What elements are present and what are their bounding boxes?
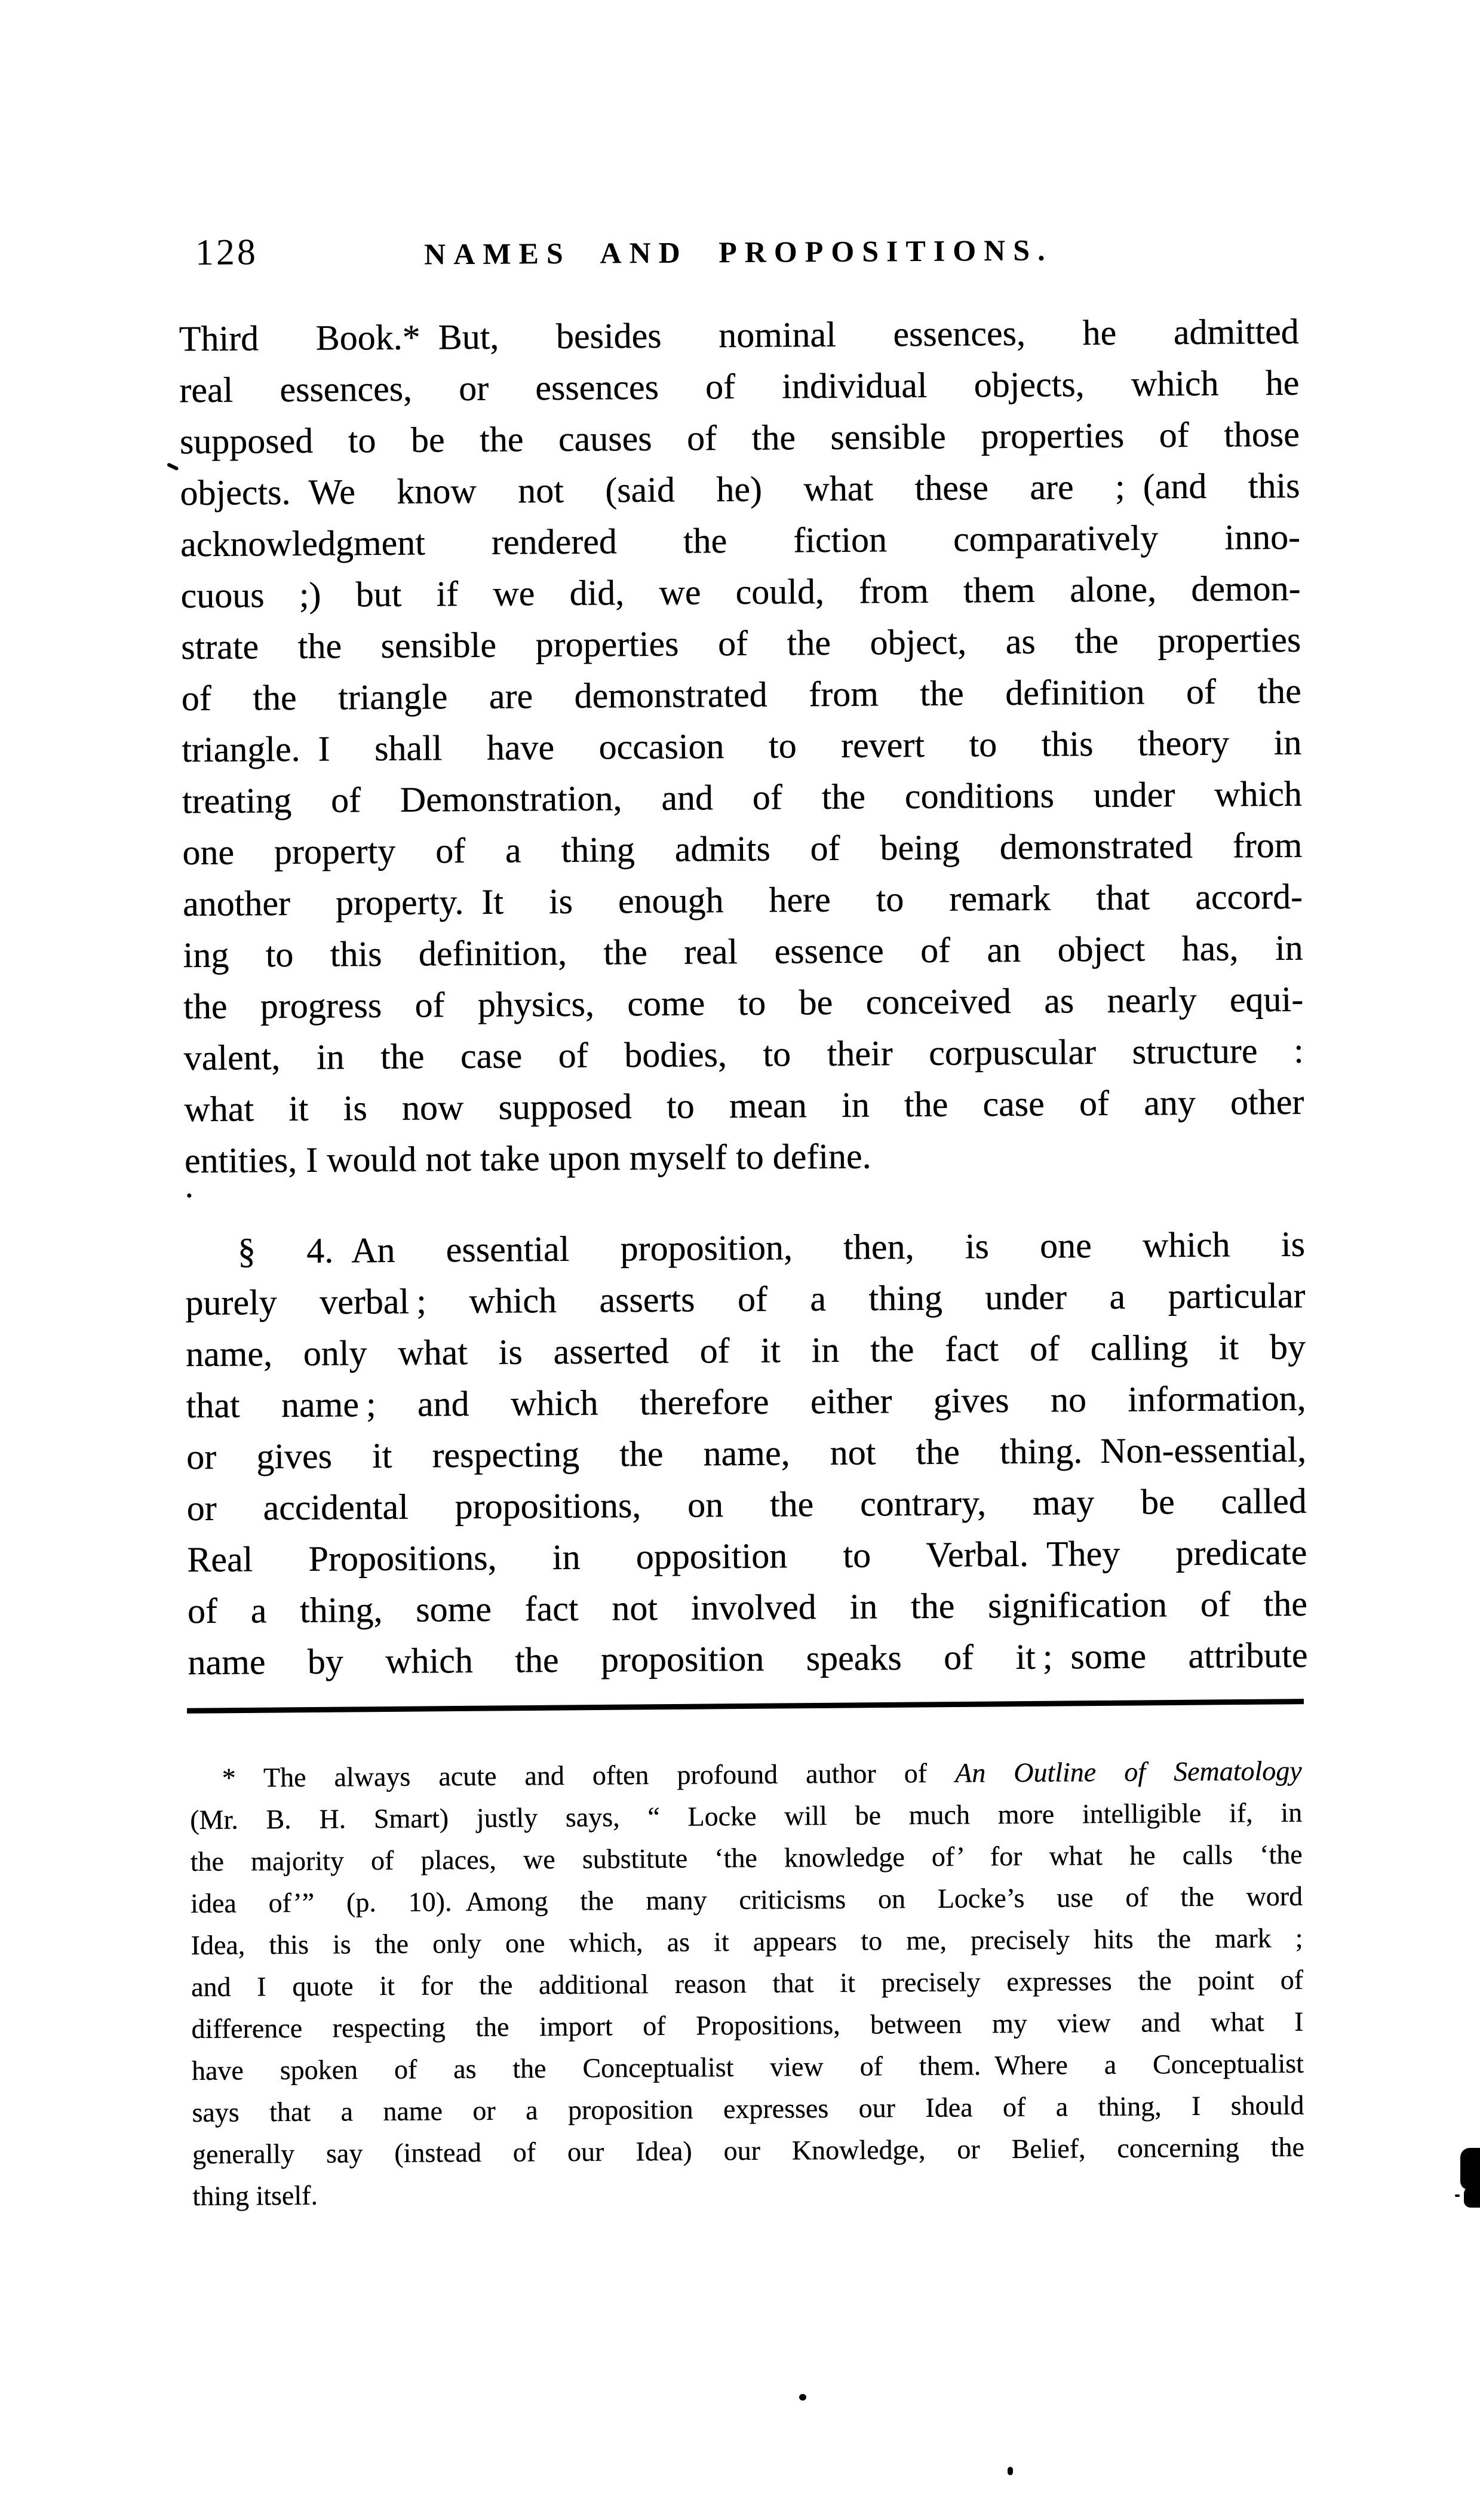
footnote-line: says that a name or a proposition expresses our Idea of a thing, I should — [192, 2089, 1304, 2128]
text-line: acknowledgment rendered the fiction comparatively inno- — [180, 517, 1301, 564]
text-line: ing to this definition, the real essence of an object has, in — [183, 928, 1303, 975]
paragraph-1 — [179, 306, 1305, 1186]
footnote-line: (Mr. B. H. Smart) justly says, “ Locke will be much more intelligible if, in — [190, 1797, 1303, 1835]
paragraph-2-section-4 — [185, 1218, 1308, 1688]
text-line: Real Propositions, in opposition to Verbal. They predicate — [187, 1532, 1307, 1580]
text-line: Third Book.* But, besides nominal essences, he admitted — [179, 311, 1299, 359]
text-line: valent, in the case of bodies, to their corpuscular structure : — [183, 1030, 1304, 1078]
text-line: or gives it respecting the name, not the thing. Non-essential, — [186, 1429, 1307, 1477]
text-line: what it is now supposed to mean in the case of any other — [184, 1082, 1304, 1129]
footnote-line: difference respecting the import of Propositions, between my view and what I — [191, 2006, 1304, 2045]
footnote-line: thing itself. — [192, 2180, 318, 2212]
footnote-line — [190, 1750, 1302, 1799]
footnote-line: generally say (instead of our Idea) our Knowledge, or Belief, concerning the — [192, 2131, 1305, 2170]
text-line: of a thing, some fact not involved in the signification of the — [187, 1583, 1308, 1631]
ink-speck — [799, 2394, 806, 2401]
footnote-line: and I quote it for the additional reason that it precisely expresses the point of — [191, 1964, 1304, 2003]
text-line: one property of a thing admits of being demonstrated from — [182, 825, 1303, 873]
footnote-text: * The always acute and often profound author of — [222, 1757, 956, 1793]
footnote-separator-rule — [187, 1699, 1304, 1714]
footnote — [190, 1750, 1305, 2217]
text-line: purely verbal ; which asserts of a thing under a particular — [185, 1275, 1306, 1323]
text-line: another property. It is enough here to remark that accord- — [182, 876, 1303, 924]
text-line: triangle. I shall have occasion to revert to this theory in — [182, 722, 1302, 770]
footnote-line: Idea, this is the only one which, as it appears to me, precisely hits the mark ; — [191, 1922, 1303, 1961]
text-line: that name ; and which therefore either gives no information, — [186, 1378, 1306, 1426]
text-line: strate the sensible properties of the object, as the properties — [181, 619, 1301, 667]
ink-speck — [1455, 2194, 1460, 2197]
footnote-line: have spoken of as the Conceptualist view of them. Where a Conceptualist — [191, 2048, 1304, 2086]
ink-speck — [187, 1193, 191, 1198]
ink-speck — [1008, 2467, 1013, 2475]
text-line: objects. We know not (said he) what these are ; (and this — [180, 465, 1300, 513]
text-line: supposed to be the causes of the sensible properties of those — [179, 414, 1300, 462]
ink-blot — [1460, 2148, 1480, 2190]
text-line: § 4. An essential proposition, then, is one which is — [237, 1224, 1306, 1271]
text-line: or accidental propositions, on the contrary, may be called — [186, 1481, 1307, 1528]
ink-blot — [1464, 2186, 1480, 2208]
text-line: name by which the proposition speaks of it ; some attribute — [188, 1635, 1308, 1683]
footnote-line: idea of’” (p. 10). Among the many criticisms on Locke’s use of the word — [191, 1880, 1303, 1919]
text-line: cuous ;) but if we did, we could, from them alone, demon- — [180, 568, 1301, 616]
footnote-line: the majority of places, we substitute ‘the knowledge of’ for what he calls ‘the — [190, 1838, 1303, 1877]
text-line: treating of Demonstration, and of the conditions under which — [182, 774, 1303, 821]
text-line: real essences, or essences of individual objects, which he — [179, 363, 1300, 410]
footnote-book-title: An Outline of Sematology — [954, 1755, 1302, 1788]
text-line: of the triangle are demonstrated from the definition of the — [181, 671, 1301, 719]
text-line: entities, I would not take upon myself to define. — [184, 1136, 871, 1181]
running-header-title: NAMES AND PROPOSITIONS. — [423, 233, 1053, 271]
text-line: name, only what is asserted of it in the fact of calling it by — [185, 1327, 1306, 1374]
ink-speck — [167, 462, 179, 471]
text-line: the progress of physics, come to be conceived as nearly equi- — [183, 979, 1304, 1027]
page-number: 128 — [195, 232, 259, 274]
